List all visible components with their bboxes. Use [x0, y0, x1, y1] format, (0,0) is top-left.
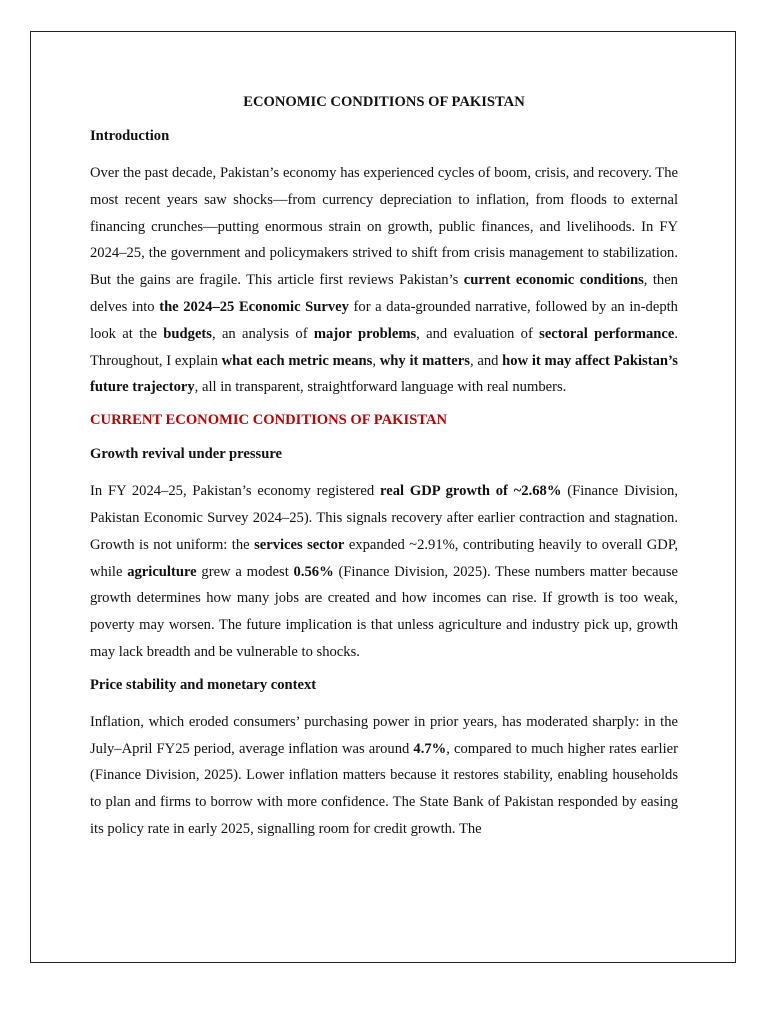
growth-bold-4: 0.56%	[293, 563, 334, 580]
intro-text-9: , all in transparent, straightforward language with real numbers.	[194, 379, 567, 396]
growth-text-4: grew a modest	[196, 563, 294, 580]
intro-text-6: . Throughout, I explain	[90, 325, 678, 369]
intro-bold-2: the 2024–25 Economic Survey	[159, 298, 349, 315]
intro-bold-1: current economic conditions	[463, 272, 644, 289]
intro-bold-4: major problems	[313, 325, 417, 342]
intro-bold-5: sectoral performance	[539, 325, 675, 342]
intro-bold-3: budgets	[163, 325, 212, 342]
price-text-1: Inflation, which eroded consumers’ purchasing power in prior years, has moderated sharply: in the July–April FY25 period, average inflation was around	[90, 713, 678, 757]
growth-heading: Growth revival under pressure	[90, 446, 283, 463]
intro-text-4: , an analysis of	[211, 325, 314, 342]
price-paragraph	[90, 709, 678, 843]
intro-text-5: , and evaluation of	[416, 325, 540, 342]
price-bold-1: 4.7%	[413, 740, 447, 757]
intro-text-3: for a data-grounded narrative, followed by an in-depth look at the	[90, 298, 678, 342]
growth-text-3: expanded ~2.91%, contributing heavily to overall GDP, while	[90, 536, 678, 580]
intro-text-7: ,	[372, 352, 380, 369]
intro-text-8: , and	[469, 352, 503, 369]
growth-paragraph	[90, 478, 678, 666]
intro-text-2: , then delves into	[90, 272, 678, 315]
price-text-2: , compared to much higher rates earlier (Finance Division, 2025). Lower inflation matters because it restores stability, enabling households to plan and firms to borrow with more confidence. The State Bank of Pakistan responded by easing its policy rate in early 2025, signalling room for credit growth. The	[90, 740, 678, 837]
growth-text-5: (Finance Division, 2025). These numbers matter because growth determines how many jobs are created and how incomes can rise. If growth is too weak, poverty may worsen. The future implication is that unless agriculture and industry pick up, growth may lack breadth and be vulnerable to shocks.	[90, 563, 679, 660]
intro-bold-7: why it matters	[379, 352, 470, 369]
document-body	[90, 92, 678, 852]
intro-bold-8: how it may affect Pakistan’s future trajectory	[90, 352, 678, 396]
intro-bold-6: what each metric means	[221, 352, 373, 369]
document-title: ECONOMIC CONDITIONS OF PAKISTAN	[243, 94, 525, 110]
growth-text-1: In FY 2024–25, Pakistan’s economy registered	[90, 483, 380, 500]
growth-text-2: (Finance Division, Pakistan Economic Survey 2024–25). This signals recovery after earlier contraction and stagnation. Growth is not uniform: the	[90, 483, 679, 553]
intro-text-1: Over the past decade, Pakistan’s economy has experienced cycles of boom, crisis, and recovery. The most recent years saw shocks—from currency depreciation to inflation, from floods to external financing crunches—putting enormous strain on growth, public finances, and livelihoods. In FY 2024–25, the government and policymakers strived to shift from crisis management to stabilization. But the gains are fragile. This article first reviews Pakistan’s	[90, 165, 678, 289]
section-heading: CURRENT ECONOMIC CONDITIONS OF PAKISTAN	[90, 412, 448, 429]
intro-paragraph	[90, 160, 678, 401]
price-heading: Price stability and monetary context	[90, 676, 317, 693]
growth-bold-1: real GDP growth of ~2.68%	[380, 483, 562, 500]
growth-bold-3: agriculture	[127, 563, 197, 580]
growth-bold-2: services sector	[254, 536, 345, 553]
intro-heading: Introduction	[90, 128, 170, 144]
